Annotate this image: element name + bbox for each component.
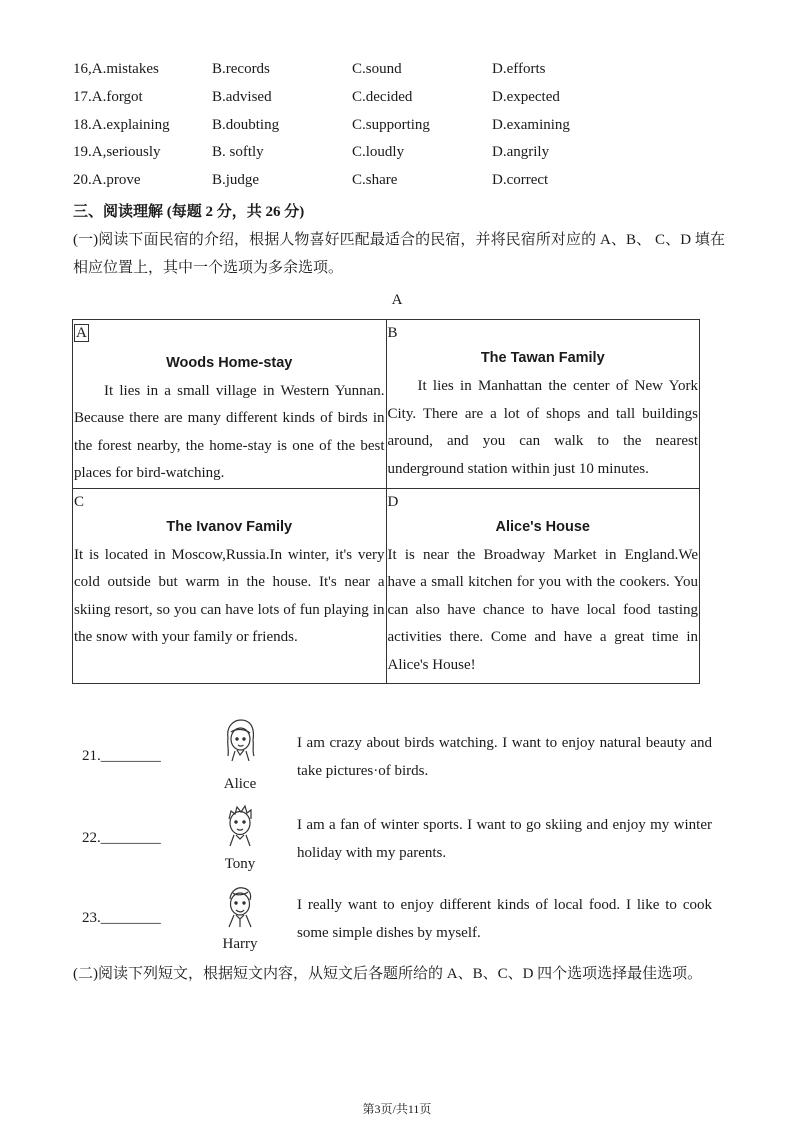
- option-c: C.loudly: [352, 144, 405, 160]
- homestay-cell-d: [386, 488, 700, 683]
- option-a: 16,A.mistakes: [73, 61, 159, 77]
- homestay-title: Woods Home-stay: [166, 354, 293, 371]
- homestay-letter: B: [387, 325, 398, 341]
- option-row-20: [73, 172, 713, 196]
- part2-instruction: (二)阅读下列短文，根据短文内容，从短文后各题所给的 A、B、C、D 四个选项选择最佳选项。: [73, 966, 703, 982]
- homestay-title: The Ivanov Family: [166, 518, 293, 535]
- section-title: 三、阅读理解 (每题 2 分，共 26 分): [73, 204, 305, 220]
- boy-avatar-icon: [220, 803, 260, 847]
- homestay-letter: A: [76, 325, 87, 341]
- option-c: C.supporting: [352, 117, 430, 133]
- option-a: 18.A.explaining: [73, 117, 170, 133]
- option-d: D.angrily: [492, 144, 550, 160]
- person-name: Tony: [224, 856, 256, 872]
- table-row: [73, 320, 700, 489]
- option-c: C.sound: [352, 61, 402, 77]
- homestay-letter: C: [74, 493, 85, 510]
- question-text: I am a fan of winter sports. I want to go skiing and enjoy my winter holiday with my parents.: [297, 817, 712, 861]
- page-footer: 第3页/共11页: [362, 1102, 432, 1116]
- option-c: C.decided: [352, 89, 413, 105]
- option-b: B.doubting: [212, 117, 280, 133]
- person-name: Alice: [223, 776, 257, 792]
- option-row-19: [73, 144, 713, 168]
- option-row-17: [73, 89, 713, 113]
- option-b: B. softly: [212, 144, 264, 160]
- question-text: I really want to enjoy different kinds of local food. I like to cook some simple dishes by myself.: [297, 897, 712, 941]
- option-a: 17.A.forgot: [73, 89, 143, 105]
- answer-blank-23[interactable]: 23.________: [82, 910, 161, 926]
- option-d: D.efforts: [492, 61, 546, 77]
- homestay-text: It lies in Manhattan the center of New York City. There are a lot of shops and tall buildings around, and you can walk to the nearest underground station within just 10 minutes.: [387, 378, 698, 477]
- option-a: 19.A,seriously: [73, 144, 161, 160]
- option-c: C.share: [352, 172, 398, 188]
- homestay-cell-a: [73, 320, 387, 489]
- homestay-table: [72, 319, 700, 684]
- homestay-cell-b: [386, 320, 700, 489]
- part1-instruction: (一)阅读下面民宿的介绍，根据人物喜好匹配最适合的民宿，并将民宿所对应的 A、B、 C、D 填在相应位置上，其中一个选项为多余选项。: [73, 232, 725, 276]
- table-row: [73, 488, 700, 683]
- boy-avatar-icon: [220, 884, 260, 928]
- homestay-cell-c: [73, 488, 387, 683]
- option-b: B.advised: [212, 89, 272, 105]
- girl-avatar-icon: [220, 718, 260, 762]
- option-d: D.examining: [492, 117, 570, 133]
- option-b: B.records: [212, 61, 270, 77]
- homestay-text: It is near the Broadway Market in England.We have a small kitchen for you with the cookers. You can also have chance to have local food tasting activities there. Come and have a great time in Alice's House!: [387, 546, 698, 673]
- option-a: 20.A.prove: [73, 172, 141, 188]
- homestay-text: It lies in a small village in Western Yunnan. Because there are many different kinds of birds in the forest nearby, the home-stay is one of the best places for bird-watching.: [74, 382, 385, 481]
- answer-blank-22[interactable]: 22.________: [82, 830, 161, 846]
- person-name: Harry: [222, 936, 258, 952]
- option-b: B.judge: [212, 172, 260, 188]
- option-row-16: [73, 61, 713, 85]
- answer-blank-21[interactable]: 21.________: [82, 748, 161, 764]
- passage-label: A: [391, 292, 403, 308]
- homestay-text: It is located in Moscow,Russia.In winter, it's very cold outside but warm in the house. It's near a skiing resort, so you can have lots of fun playing in the snow with your family or friends.: [74, 546, 385, 645]
- question-text: I am crazy about birds watching. I want to enjoy natural beauty and take pictures·of birds.: [297, 735, 712, 779]
- homestay-title: Alice's House: [495, 518, 590, 535]
- homestay-title: The Tawan Family: [480, 350, 605, 366]
- option-d: D.expected: [492, 89, 560, 105]
- homestay-letter: D: [387, 493, 399, 510]
- option-row-18: [73, 117, 713, 141]
- option-d: D.correct: [492, 172, 549, 188]
